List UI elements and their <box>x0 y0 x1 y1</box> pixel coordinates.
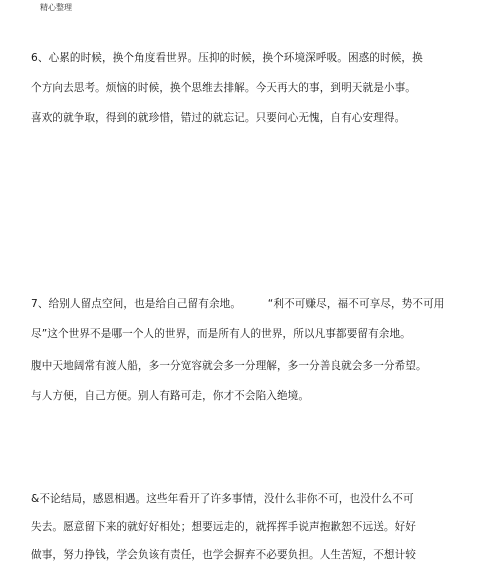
paragraph-7-line-4: 与人方便，自己方便。别人有路可走，你才不会陷入绝境。 <box>31 390 310 402</box>
paragraph-6-line-3: 喜欢的就争取，得到的就珍惜，错过的就忘记。只要问心无愧，自有心安理得。 <box>31 112 406 124</box>
paragraph-8-line-1: &不论结局，感恩相遇。这些年看开了许多事情，没什么非你不可，也没什么不可 <box>31 493 414 505</box>
paragraph-6-line-1: 6、心累的时候，换个角度看世界。压抑的时候，换个环境深呼吸。困惑的时候，换 <box>31 52 423 64</box>
paragraph-6-line-2: 个方向去思考。烦恼的时候，换个思维去排解。今天再大的事，到明天就是小事。 <box>31 82 416 94</box>
paragraph-7-line-2: 尽”这个世界不是哪一个人的世界，而是所有人的世界，所以凡事都要留有余地。 <box>31 328 411 340</box>
paragraph-8-line-2: 失去。愿意留下来的就好好相处；想要远走的，就挥挥手说声抱歉恕不远送。好好 <box>31 521 416 533</box>
paragraph-7-line-1: 7、给别人留点空间，也是给自己留有余地。 “利不可赚尽，福不可享尽，势不可用 <box>31 298 445 310</box>
paragraph-8-line-3: 做事，努力挣钱，学会负该有责任，也学会摒弃不必要负担。人生苦短，不想计较 <box>31 549 416 561</box>
header-label: 精心整理 <box>40 3 72 12</box>
paragraph-7-line-3: 腹中天地阔常有渡人船，多一分宽容就会多一分理解，多一分善良就会多一分希望。 <box>31 360 427 372</box>
